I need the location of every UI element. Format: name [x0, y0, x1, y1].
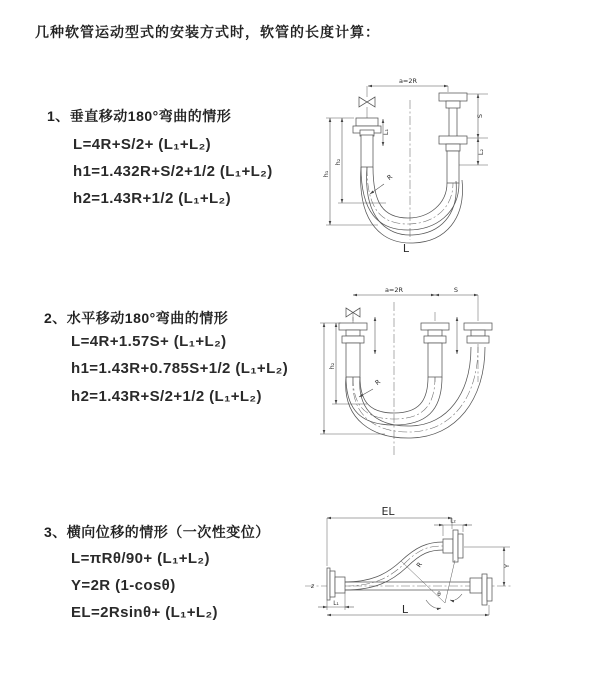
radius-label: R — [373, 377, 383, 387]
section-3-formula-y: Y=2R (1-cosθ) — [71, 577, 176, 594]
flange-right — [464, 323, 492, 343]
section-3-formula-l: L=πRθ/90+ (L₁+L₂) — [71, 550, 210, 567]
diagram-lateral-displacement — [300, 502, 595, 662]
angle-theta — [401, 560, 462, 608]
flange-middle — [421, 323, 449, 377]
radius-label: R — [385, 172, 395, 182]
dimension-connector-marks — [375, 317, 457, 354]
dim-label-l2: L₂ — [450, 518, 456, 525]
dim-label-el: EL — [381, 505, 395, 518]
flange-right-upper — [439, 93, 467, 136]
section-2-formula-l: L=4R+1.57S+ (L₁+L₂) — [71, 333, 227, 350]
section-1-formula-h1: h1=1.432R+S/2+1/2 (L₁+L₂) — [73, 163, 273, 180]
dim-label-l1: L₁ — [333, 601, 339, 607]
dim-label-s: S — [453, 286, 459, 294]
section-3-heading: 3、横向位移的情形（一次性变位） — [44, 524, 270, 540]
dimension-s — [459, 94, 488, 165]
dim-label-h2: h₂ — [334, 158, 342, 166]
flange-left — [353, 118, 381, 167]
diagram-vertical-180-bend — [320, 72, 580, 262]
section-3-formula-el: EL=2Rsinθ+ (L₁+L₂) — [71, 604, 218, 621]
dim-label-a2r: a=2R — [398, 77, 418, 85]
dim-label-a2r: a=2R — [384, 286, 404, 294]
radius-label: R — [414, 560, 424, 570]
dim-label-s: S — [476, 113, 484, 119]
flange-left — [339, 323, 367, 377]
flange-right — [470, 574, 492, 605]
dimension-a2r — [368, 77, 448, 92]
flange-left — [327, 568, 345, 600]
section-1-heading: 1、垂直移动180°弯曲的情形 — [47, 108, 232, 124]
dim-label-l2: L₂ — [477, 148, 485, 156]
section-2-formula-h1: h1=1.43R+0.785S+1/2 (L₁+L₂) — [71, 360, 289, 377]
valve-icon — [359, 86, 375, 118]
page-title: 几种软管运动型式的安装方式时，软管的长度计算： — [35, 24, 380, 40]
dimension-h1-h2 — [322, 118, 386, 225]
centerline-z-mark: z — [311, 584, 315, 590]
length-label: L — [402, 242, 410, 255]
dimension-l1 — [382, 119, 390, 146]
dim-label-l1: L₁ — [382, 128, 390, 136]
dim-label-y: Y — [503, 564, 511, 568]
flange-upper — [443, 530, 463, 562]
section-2-formula-h2: h2=1.43R+S/2+1/2 (L₁+L₂) — [71, 388, 262, 405]
curved-hose — [345, 542, 443, 590]
section-1-formula-l: L=4R+S/2+ (L₁+L₂) — [73, 136, 212, 153]
dim-label-h1: h₁ — [322, 170, 330, 178]
dim-label-h2: h₂ — [328, 362, 336, 370]
flange-right-lower — [439, 136, 467, 183]
section-1-formula-h2: h2=1.43R+1/2 (L₁+L₂) — [73, 190, 232, 207]
dimension-el — [327, 505, 452, 566]
dimension-a2r-s — [353, 286, 478, 312]
dim-label-l: L — [401, 603, 409, 616]
angle-label: θ — [437, 592, 441, 598]
dimension-l1 — [318, 593, 354, 610]
section-2-heading: 2、水平移动180°弯曲的情形 — [44, 310, 229, 326]
diagram-horizontal-180-bend — [315, 282, 585, 472]
dimension-l — [327, 603, 489, 616]
